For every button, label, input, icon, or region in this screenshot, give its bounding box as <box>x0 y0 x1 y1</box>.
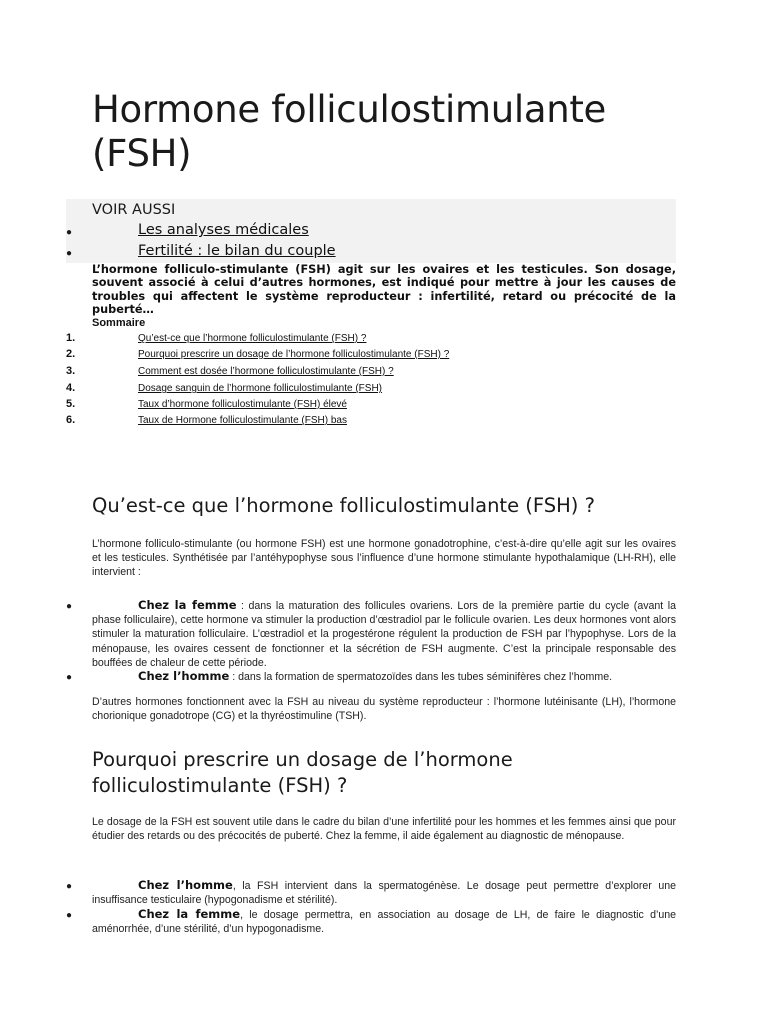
section-heading: Pourquoi prescrire un dosage de l’hormone folliculostimulante (FSH) ? <box>92 748 513 797</box>
list-item-label: Chez l’homme <box>138 669 230 683</box>
list-item-text: : dans la formation de spermatozoïdes dans les tubes séminifères chez l’homme. <box>229 671 613 683</box>
intro-paragraph: L’hormone folliculo-stimulante (FSH) agit sur les ovaires et les testicules. Son dosage, souvent associé à celui d’autres hormones, est indiqué pour mettre à jour les causes de troubles qui affectent le système reproducteur : infertilité, retard ou précocité de la puberté… <box>92 263 676 317</box>
toc-number: 6. <box>66 414 76 426</box>
section-paragraph: Le dosage de la FSH est souvent utile dans le cadre du bilan d’une infertilité pour les hommes et les femmes ainsi que pour étudier des retards ou des précocités de puberté. Chez la femme, il aide également au diagnostic de ménopause. <box>92 816 676 842</box>
list-item <box>92 878 676 907</box>
bullet-icon: ● <box>66 227 73 238</box>
toc-number: 5. <box>66 398 76 410</box>
list-item-label: Chez l’homme <box>138 878 233 892</box>
list-item-label: Chez la femme <box>138 598 237 612</box>
bullet-icon: ● <box>66 248 73 259</box>
list-item-text: : dans la maturation des follicules ovariens. Lors de la première partie du cycle (avant la phase folliculaire), cette hormone va stimuler la production d’œstradiol par le follicule ovarien. Les deux hormones vont alors stimuler la maturation folliculaire. L’œstradiol et la progestérone régulent la production de FSH par l’hypophyse. Lors de la ménopause, les ovaires cessent de fonctionner et la sécrétion de FSH augmente. C’est la principale responsable des bouffées de chaleur de cette période. <box>92 600 676 669</box>
bullet-icon: ● <box>66 601 73 612</box>
section-heading: Qu’est-ce que l’hormone folliculostimulante (FSH) ? <box>92 494 595 517</box>
toc-link-5[interactable]: Taux d’hormone folliculostimulante (FSH) élevé <box>138 399 347 410</box>
toc-link-4[interactable]: Dosage sanguin de l’hormone folliculostimulante (FSH) <box>138 383 383 394</box>
summary-heading: Sommaire <box>92 317 146 329</box>
see-also-link-fertilite[interactable]: Fertilité : le bilan du couple <box>138 243 336 259</box>
toc-number: 2. <box>66 348 76 360</box>
list-item-text: , la FSH intervient dans la spermatogénèse. Le dosage peut permettre d’explorer une insuffisance testiculaire (hypogonadisme et stérilité). <box>92 880 676 907</box>
list-item <box>92 907 676 936</box>
toc-number: 3. <box>66 365 76 377</box>
toc-number: 1. <box>66 332 76 344</box>
bullet-icon: ● <box>66 881 73 892</box>
toc-number: 4. <box>66 382 76 394</box>
bullet-icon: ● <box>66 672 73 683</box>
list-item-label: Chez la femme <box>138 907 241 921</box>
toc-link-3[interactable]: Comment est dosée l’hormone folliculostimulante (FSH) ? <box>138 366 394 377</box>
list-item-text: , le dosage permettra, en association au dosage de LH, de faire le diagnostic d’une aménorrhée, d’une stérilité, d’un hypogonadisme. <box>92 909 676 936</box>
list-item <box>92 669 676 684</box>
bullet-icon: ● <box>66 910 73 921</box>
see-also-heading: VOIR AUSSI <box>92 202 176 218</box>
section-paragraph: L’hormone folliculo-stimulante (ou hormone FSH) est une hormone gonadotrophine, c’est-à-dire qu’elle agit sur les ovaires et les testicules. Synthétisée par l’antéhypophyse sous l’influence d’une hormone stimulante hypothalamique (LH-RH), elle intervient : <box>92 538 676 578</box>
toc-link-2[interactable]: Pourquoi prescrire un dosage de l’hormone folliculostimulante (FSH) ? <box>138 349 450 360</box>
section-paragraph: D’autres hormones fonctionnent avec la FSH au niveau du système reproducteur : l’hormone lutéinisante (LH), l’hormone chorionique gonadotrope (CG) et la thyréostimuline (TSH). <box>92 696 676 722</box>
list-item <box>92 598 676 670</box>
page-title: Hormone folliculostimulante (FSH) <box>92 88 607 175</box>
toc-link-1[interactable]: Qu’est-ce que l’hormone folliculostimulante (FSH) ? <box>138 333 367 344</box>
toc-link-6[interactable]: Taux de Hormone folliculostimulante (FSH) bas <box>138 415 347 426</box>
see-also-link-analyses[interactable]: Les analyses médicales <box>138 222 309 238</box>
